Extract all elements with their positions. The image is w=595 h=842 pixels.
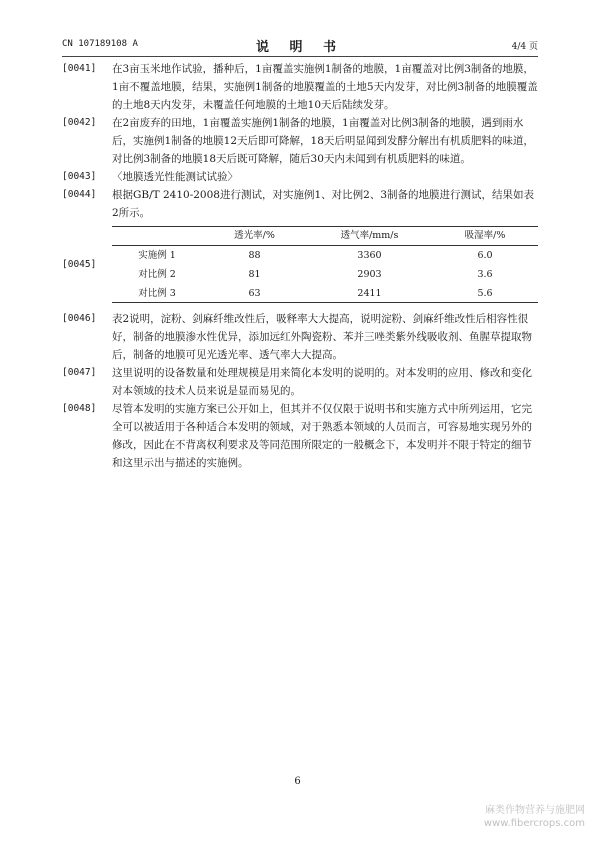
table-cell: 2903 xyxy=(357,268,382,280)
table-cell: 对比例 2 xyxy=(138,268,176,280)
table-cell: 3.6 xyxy=(477,268,493,280)
document-title: 说 明 书 xyxy=(255,40,345,55)
header-divider xyxy=(62,56,538,57)
table-row xyxy=(112,284,538,303)
table-cell: 实施例 1 xyxy=(138,249,176,261)
paragraph-number: [0048] xyxy=(62,403,97,414)
paragraph-number: [0046] xyxy=(62,313,97,324)
table-row xyxy=(112,246,538,266)
table-header-cell: 透光率/% xyxy=(202,226,307,246)
table-header-cell: 吸湿率/% xyxy=(432,226,538,246)
table-cell: 88 xyxy=(248,249,261,261)
paragraph-text: 在3亩玉米地作试验，播种后，1亩覆盖实施例1制备的地膜，1亩覆盖对比例3制备的地膜，1亩不覆盖地膜，结果，实施例1制备的地膜覆盖的土地5天内发芽，对比例3制备的地膜覆盖的土地8天内发芽，未覆盖任何地膜的土地10天后陆续发芽。 xyxy=(112,63,538,111)
site-watermark xyxy=(484,804,585,830)
paragraph-text: 在2亩废弃的田地，1亩覆盖实施例1制备的地膜，1亩覆盖对比例3制备的地膜，遇到雨水后，实施例1制备的地膜12天后即可降解，18天后明显闻到发酵分解出有机质肥料的味道，对比例3制备的地膜18天后既可降解，随后30天内未闻到有机质肥料的味道。 xyxy=(112,117,534,165)
page-indicator: 4/4 页 xyxy=(511,42,538,52)
table-row xyxy=(112,265,538,284)
paragraph-number: [0047] xyxy=(62,367,97,378)
table-cell: 对比例 3 xyxy=(138,287,176,299)
page-header xyxy=(62,36,538,54)
paragraph-text: 尽管本发明的实施方案已公开如上，但其并不仅仅限于说明书和实施方式中所列运用，它完全可以被适用于各种适合本发明的领域，对于熟悉本领域的人员而言，可容易地实现另外的修改，因此在不背离权利要求及等同范围所限定的一般概念下，本发明并不限于特定的细节和这里示出与描述的实施例。 xyxy=(112,403,532,469)
table-cell: 5.6 xyxy=(477,287,493,299)
paragraph-0043 xyxy=(62,168,538,186)
paragraph-0047 xyxy=(62,364,538,400)
paragraph-number: [0041] xyxy=(62,63,97,74)
paragraph-0042 xyxy=(62,114,538,168)
paragraph-0048 xyxy=(62,400,538,472)
paragraph-text: 根据GB/T 2410-2008进行测试，对实施例1、对比例2、3制备的地膜进行测试，结果如表2所示。 xyxy=(112,189,535,219)
watermark-site-name: 麻类作物营养与施肥网 xyxy=(485,805,585,816)
table-cell: 6.0 xyxy=(477,249,493,261)
document-body xyxy=(62,60,538,472)
paragraph-0046 xyxy=(62,310,538,364)
paragraph-text: 这里说明的设备数量和处理规模是用来简化本发明的说明的。对本发明的应用、修改和变化对本领域的技术人员来说是显而易见的。 xyxy=(112,367,532,397)
table-bottom-rule xyxy=(112,302,538,303)
table-cell: 81 xyxy=(248,268,261,280)
paragraph-0044 xyxy=(62,186,538,222)
page-number: 6 xyxy=(294,776,301,787)
table-2-block xyxy=(62,226,538,302)
paragraph-number: [0044] xyxy=(62,189,97,200)
paragraph-text: 〈地膜透光性能测试试验〉 xyxy=(112,171,238,183)
table-header-cell xyxy=(112,226,202,246)
watermark-url: www.fibercrops.com xyxy=(483,818,585,829)
paragraph-number: [0045] xyxy=(62,259,97,270)
results-table xyxy=(112,226,538,303)
paragraph-number: [0042] xyxy=(62,117,97,128)
table-cell: 2411 xyxy=(357,287,382,299)
table-header-cell: 透气率/mm/s xyxy=(307,226,432,246)
paragraph-number: [0043] xyxy=(62,171,97,182)
table-cell: 63 xyxy=(248,287,261,299)
table-cell: 3360 xyxy=(357,249,382,261)
table-header-row xyxy=(112,226,538,246)
patent-number: CN 107189108 A xyxy=(62,39,138,49)
paragraph-text: 表2说明，淀粉、剑麻纤维改性后，吸释率大大提高，说明淀粉、剑麻纤维改性后相容性很好，制备的地膜渗水性优异，添加远红外陶瓷粉、苯并三唑类紫外线吸收剂、鱼腥草提取物后，制备的地膜可见光透光率、透气率大大提高。 xyxy=(112,313,532,361)
paragraph-0041 xyxy=(62,60,538,114)
